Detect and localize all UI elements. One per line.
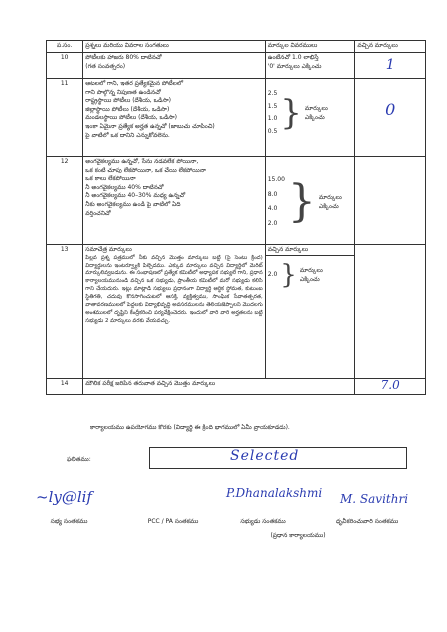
- row-title: సమాచేత్ర మార్కులు: [85, 246, 132, 253]
- row-paragraph: పిల్లవ ప్రశ్న పత్రములో నీకు వచ్చిన మొత్తం మార్కులు బట్టి (సై సెంటు క్రింద) విద్యార్థులను ఇంటర్వ్యూకి పిల్చెదము. ఎక్కువ మార్కులు వచ్చిన విద్యార్థిలో మెరిట్ మార్కులివ్వబడును. ఈ సంభాషణలో ప్రత్యేక కమిటీలో అధ్యాపక సభ్యులే గాని, ప్రధాన కార్యాలయమునుండి వచ్చిన ఒక సభ్యుడు, ప్రాంతీయ కమిటీలో మరో సభ్యుడు కలిసి గాని చేయదురు. ఇట్లు మాట్లాడి సభ్యులు ప్రధానంగా విద్యార్థి ఆర్థిక స్థోమత, కుటుంబ స్థితిగతి, చదువు కొనసాగించుటలో ఆసక్తి, వ్యక్తిత్వము, సాంఘిక సేవాతత్పరత, వాతావరణములలో పెద్దలకు విద్యాభివృద్ధి అవసరములను తెలియజెప్పాలని మొదలగు అంశములలో దృష్టిని కేంద్రీకరించి పర్యవేక్షించెదరు. ఇందులో వారి వారి అర్హతలను బట్టి సభ్యుడు 2 మార్కులు వరకు వేయవచ్చు.: [85, 254, 263, 324]
- brace-label-line: ఎక్కించు: [304, 114, 325, 122]
- marks-value: 1.5: [267, 102, 278, 110]
- row-marks: [265, 53, 355, 79]
- marks-table: [46, 40, 426, 395]
- row-number: 11: [47, 79, 83, 157]
- marks-value: 2.0: [267, 219, 278, 227]
- table-row: [47, 245, 426, 379]
- marks-value: 4.0: [267, 205, 278, 213]
- marks-group: [268, 262, 353, 288]
- marks-value: 0.5: [267, 127, 278, 135]
- header-no: ప.సం.: [47, 41, 83, 53]
- member-name: P.Dhanalakshmi: [226, 486, 323, 500]
- table-row: [47, 53, 426, 79]
- brace-label: [305, 104, 328, 122]
- row-line: జిల్లాస్థాయి పోటీలు (దేశీయ, ఒడిసా): [85, 105, 170, 113]
- row-number: 13: [47, 245, 83, 379]
- marks-group: [268, 90, 353, 136]
- awarded-value: 1: [385, 57, 395, 73]
- row-awarded: [355, 79, 426, 157]
- row-awarded: [355, 157, 426, 245]
- row-description: [83, 79, 265, 157]
- row-line: నీ అంగవైకల్యము 40–30% మధ్య ఉన్నచో: [85, 192, 186, 200]
- table-header-row: [47, 41, 426, 53]
- result-value: Selected: [230, 448, 300, 464]
- row-line: రాష్ట్రస్థాయి పోటీలు (దేశీయ, ఒడిసా): [85, 97, 171, 105]
- row-awarded: [355, 53, 426, 79]
- brace-label: [319, 193, 342, 211]
- row-description: [83, 379, 355, 395]
- row-line: పోటీలకు హాజరు 80% దాటినచో: [85, 54, 162, 61]
- brace-icon: }: [280, 93, 302, 134]
- row-line: (గత సంవత్సరం): [85, 62, 126, 70]
- row-line: మండలస్థాయి పోటీలు (దేశీయ, ఒడిసా): [85, 114, 177, 122]
- office-use-note: కార్యాలయము ఉపయోగము కొరకు (విద్యార్థి ఈ క్రింది భాగములో ఏమీ వ్రాయకూడదు).: [90, 424, 290, 431]
- row-number: 14: [47, 379, 83, 395]
- brace-label: [300, 266, 323, 284]
- row-line: ఒక కాలు లేకపోయినా: [85, 175, 136, 183]
- result-label: ఫలితము:: [67, 456, 91, 463]
- brace-label-line: ఎక్కించు: [318, 203, 339, 211]
- row-line: ఆటలలో గాని, ఇతర ప్రత్యేకమైన పోటీలలో: [85, 80, 184, 87]
- brace-icon: }: [280, 260, 297, 290]
- table-row: [47, 79, 426, 157]
- row-awarded: [355, 245, 426, 379]
- marks-value: 8.0: [267, 190, 278, 198]
- result-section: [63, 445, 423, 471]
- row-line: అంగవైకల్యము ఉన్నచో, సేను నడవలేక పోయినా,: [85, 158, 199, 165]
- verifier-name: M. Savithri: [340, 492, 409, 506]
- brace-label-line: మార్కులు: [304, 105, 328, 113]
- row-description: [83, 245, 265, 379]
- marks-subheader: వచ్చిన మార్కులు: [266, 245, 355, 256]
- marks-values: [268, 271, 278, 280]
- marks-values: [268, 176, 285, 228]
- header-particulars: ప్రశ్నలు మరియు వివరాల సంగతులు: [83, 41, 265, 53]
- row-number: 12: [47, 157, 83, 245]
- row-marks: [265, 79, 355, 157]
- row-line: మౌలిక పరీక్ష జరిపిన తరువాత వచ్చిన మొత్తం మార్కులు: [85, 380, 216, 387]
- awarded-value: 0: [385, 100, 396, 119]
- row-line: నీకు అంగవైకల్యము ఉండి పై వాటిలో ఏది: [85, 200, 181, 208]
- row-description: [83, 53, 265, 79]
- marks-values: [268, 90, 278, 136]
- row-line: ఇంకా ఏమైనా ప్రత్యేక అర్హత ఉన్నచో (జాబుచు చూపించి): [85, 122, 215, 130]
- pcc-signature-label: PCC / PA సంతకము: [147, 518, 199, 525]
- head-office-label: (ప్రధాన కార్యాలయము): [270, 532, 326, 539]
- row-line: వర్తించనిచో: [85, 209, 111, 217]
- row-line: పై వాటిలో ఒక దానిని ఎన్నుకోవలెను.: [85, 131, 170, 139]
- marks-value: 15.00: [267, 176, 285, 183]
- table-row: [47, 157, 426, 245]
- row-marks: [265, 157, 355, 245]
- row-marks: [265, 245, 355, 379]
- brace-label-line: ఎక్కించు: [299, 276, 320, 283]
- marks-value: 1.0: [267, 115, 278, 123]
- marks-value: 2.5: [267, 90, 278, 97]
- member-signature-label: సభ్య సంతకము: [50, 518, 88, 525]
- brace-icon: }: [287, 176, 316, 228]
- row-description: [83, 157, 265, 245]
- member2-signature-label: సభ్యుడు సంతకము: [240, 518, 286, 525]
- row-line: నీ అంగవైకల్యము 40% దాటినచో: [85, 183, 164, 191]
- header-marks-details: మార్కుల వివరములు: [265, 41, 355, 53]
- result-box: [149, 447, 407, 469]
- header-awarded: వచ్చిన మార్కులు: [355, 41, 426, 53]
- brace-label-line: మార్కులు: [299, 267, 323, 274]
- row-awarded: [355, 379, 426, 395]
- marks-line: '0' మార్కులు ఎక్కించు: [267, 62, 322, 70]
- marks-group: [268, 176, 353, 228]
- awarded-value: 7.0: [380, 378, 400, 392]
- marks-value: 2.0: [267, 270, 278, 278]
- row-line: ఒక కంటి చూపు లేకపోయినా, ఒక చేయి లేకపోయినా: [85, 166, 207, 174]
- brace-label-line: మార్కులు: [318, 194, 342, 202]
- member-signature-icon: ~ly@lif: [36, 488, 92, 506]
- table-row: [47, 379, 426, 395]
- marks-line: ఉంటేనచో 1.0 లాభిస్తే: [267, 54, 319, 61]
- verifier-signature-label: ధృవీకరించువారి సంతకము: [335, 518, 399, 525]
- row-line: గాని పాల్గొన్న నిపుణత ఉండినచో: [85, 88, 161, 96]
- row-number: 10: [47, 53, 83, 79]
